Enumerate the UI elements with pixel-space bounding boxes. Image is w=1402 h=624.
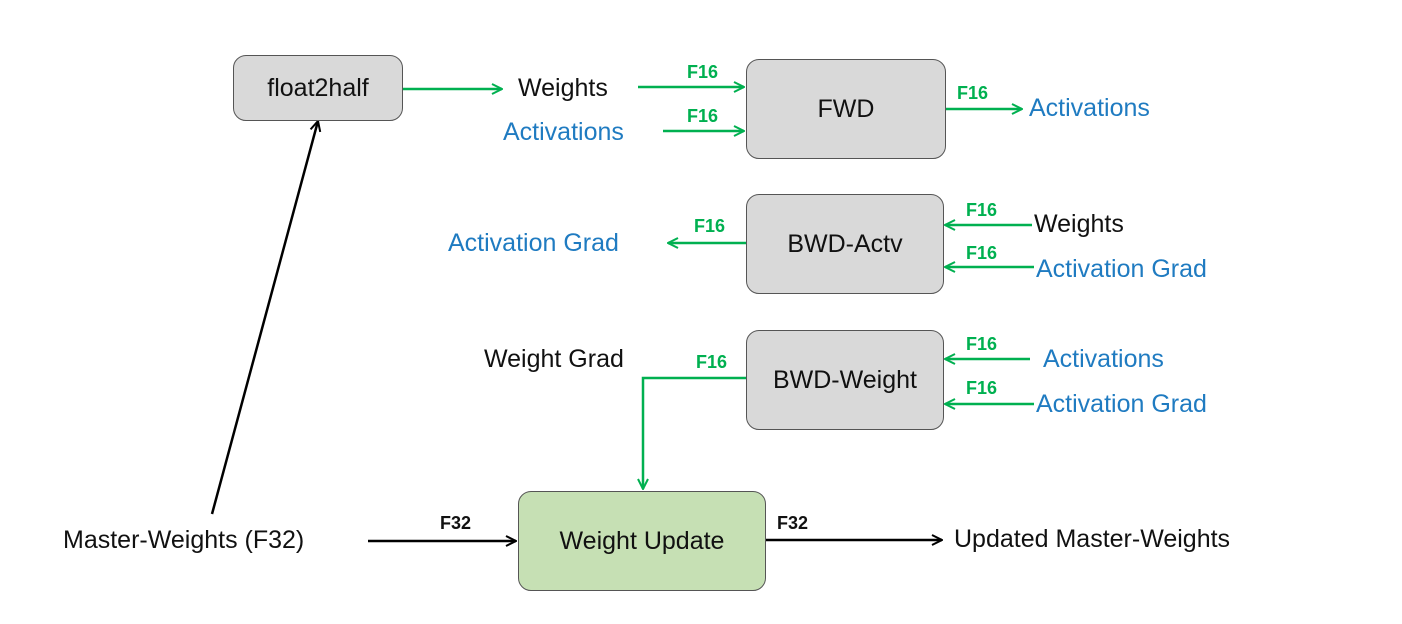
f16-tag-bwd-weight-grad: F16 <box>966 378 998 398</box>
f32-tag-update-output: F32 <box>777 513 809 533</box>
f16-tag-weights-to-fwd: F16 <box>687 62 719 82</box>
float2half-node: float2half <box>233 55 403 121</box>
fwd-input-weights-label: Weights <box>518 74 608 102</box>
f16-tag-bwd-weight-output: F16 <box>696 352 728 372</box>
f16-tag-bwd-actv-grad: F16 <box>966 243 998 263</box>
bwd-actv-input-activation-grad-label: Activation Grad <box>1036 255 1207 283</box>
bwd-actv-output-activation-grad-label: Activation Grad <box>448 229 619 257</box>
f32-tag-master-to-update: F32 <box>440 513 472 533</box>
arrow-bwd-weight-to-weight-update <box>643 378 746 489</box>
fwd-node: FWD <box>746 59 946 159</box>
arrow-master-weights-to-float2half <box>212 121 318 514</box>
f16-tag-activations-to-fwd: F16 <box>687 106 719 126</box>
master-weights-label: Master-Weights (F32) <box>63 526 305 554</box>
updated-master-weights-label: Updated Master-Weights <box>954 525 1231 553</box>
bwd-weight-input-activation-grad-label: Activation Grad <box>1036 390 1207 418</box>
bwd-weight-output-weight-grad-label: Weight Grad <box>484 345 624 373</box>
f16-tag-bwd-weight-activations: F16 <box>966 334 998 354</box>
f16-tag-bwd-actv-weights: F16 <box>966 200 998 220</box>
fwd-input-activations-label: Activations <box>503 118 624 146</box>
bwd-actv-node: BWD-Actv <box>746 194 944 294</box>
weight-update-node: Weight Update <box>518 491 766 591</box>
f16-tag-fwd-output: F16 <box>957 83 989 103</box>
bwd-weight-node: BWD-Weight <box>746 330 944 430</box>
bwd-actv-input-weights-label: Weights <box>1034 210 1124 238</box>
f16-tag-bwd-actv-output: F16 <box>694 216 726 236</box>
bwd-weight-input-activations-label: Activations <box>1043 345 1164 373</box>
fwd-output-activations-label: Activations <box>1029 94 1150 122</box>
